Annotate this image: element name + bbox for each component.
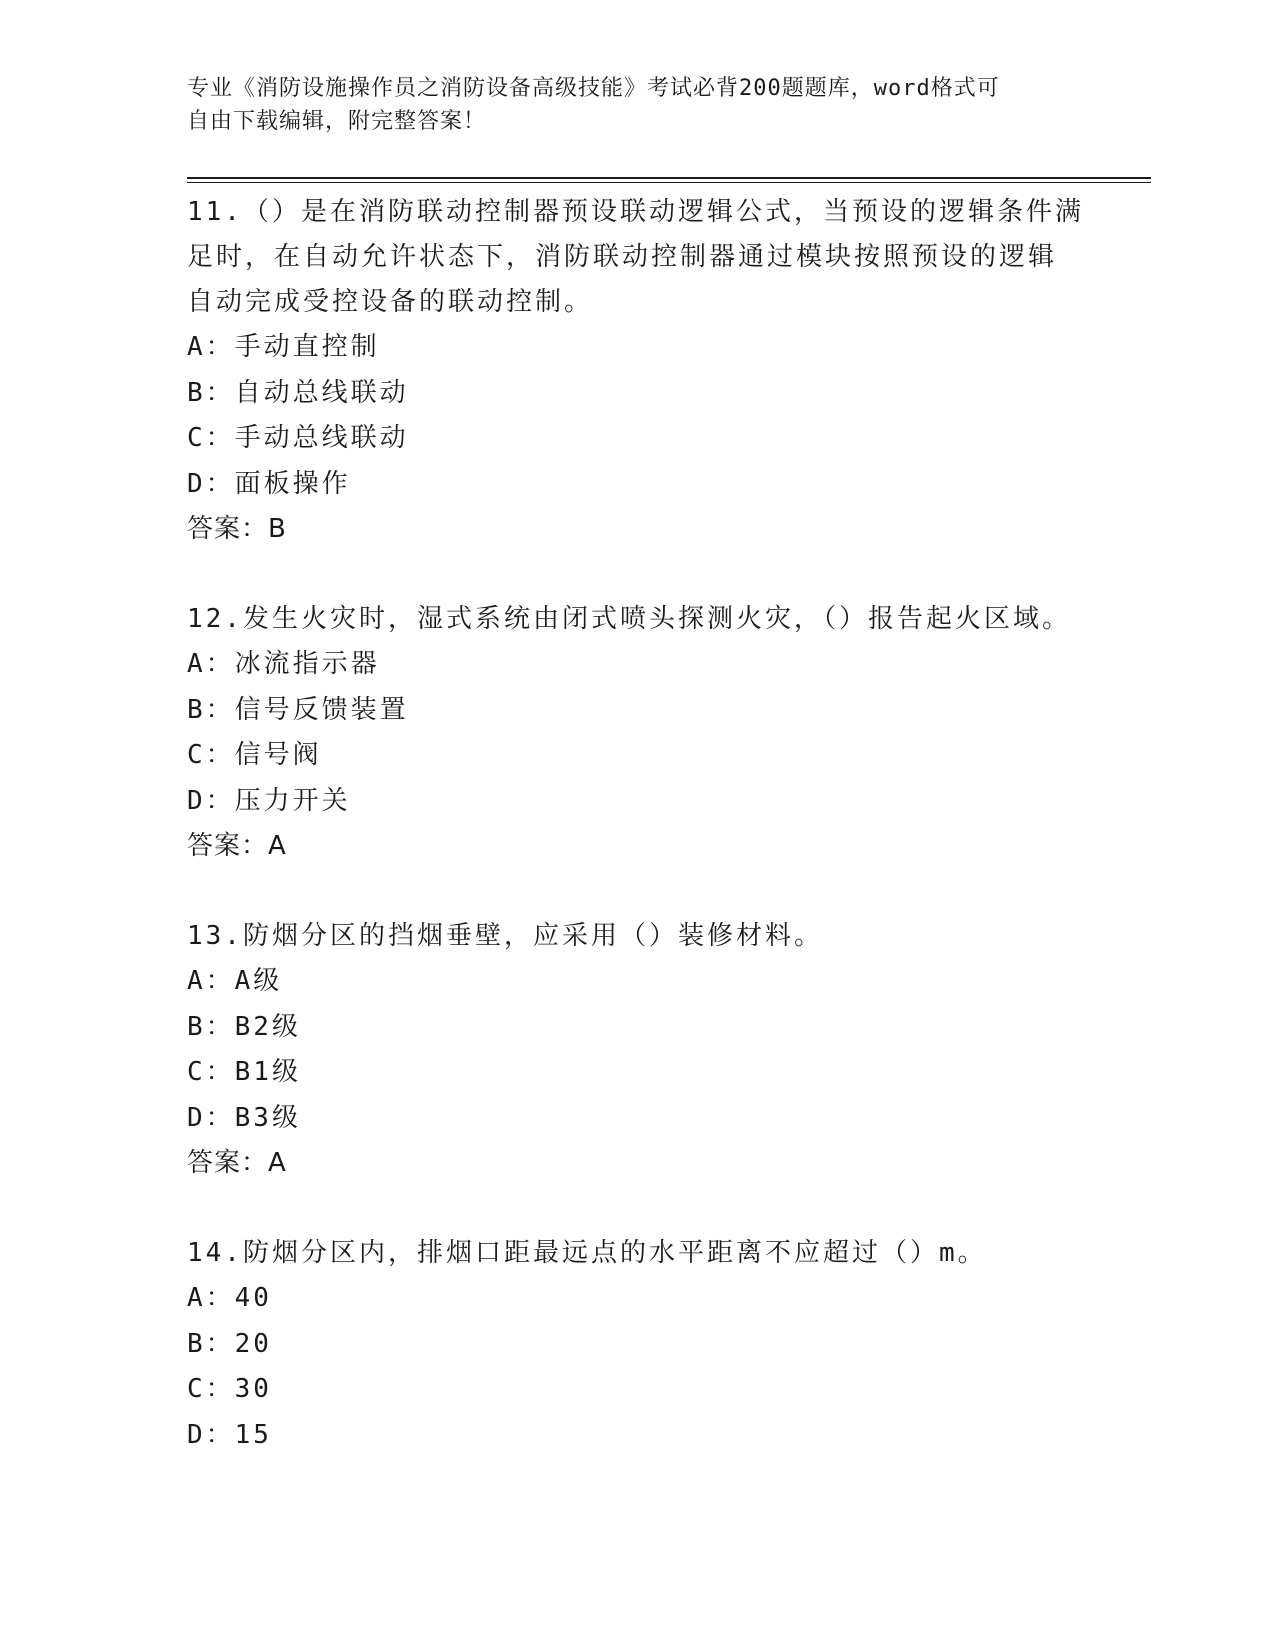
option-b: B：信号反馈装置 [187,694,409,725]
option-a: A：40 [187,1283,272,1313]
question-text-line: 13.防烟分区的挡烟垂壁，应采用（）装修材料。 [187,921,823,951]
option-d: D：15 [187,1419,272,1450]
question-text-line: 自动完成受控设备的联动控制。 [187,287,594,317]
option-c: C：信号阀 [187,740,322,770]
question-12 [187,597,1087,869]
option-a: A：冰流指示器 [187,649,380,679]
option-d: D：B3级 [187,1102,301,1133]
option-c: C：B1级 [187,1057,301,1087]
document-header [187,72,1067,138]
header-divider-thick [187,177,1151,179]
option-a: A：A级 [187,966,283,996]
question-14 [187,1231,1087,1458]
header-line-2: 自由下载编辑，附完整答案！ [187,109,487,134]
answer: 答案：A [187,1148,287,1178]
answer: 答案：B [187,514,287,544]
answer: 答案：A [187,831,287,861]
option-c: C：手动总线联动 [187,423,409,453]
option-a: A：手动直控制 [187,332,380,362]
question-text-line: 12.发生火灾时，湿式系统由闭式喷头探测火灾，（）报告起火区域。 [187,604,1071,634]
question-text-line: 11.（）是在消防联动控制器预设联动逻辑公式，当预设的逻辑条件满 [187,197,1084,227]
question-text-line: 14.防烟分区内，排烟口距最远点的水平距离不应超过（）m。 [187,1238,987,1268]
question-text-line: 足时，在自动允许状态下，消防联动控制器通过模块按照预设的逻辑 [187,242,1058,272]
option-b: B：20 [187,1328,272,1359]
option-b: B：自动总线联动 [187,377,409,408]
option-c: C：30 [187,1374,272,1404]
option-d: D：面板操作 [187,468,351,499]
question-11 [187,190,1087,552]
option-b: B：B2级 [187,1011,301,1042]
question-13 [187,914,1087,1186]
option-d: D：压力开关 [187,785,351,816]
header-divider-thin [187,182,1151,183]
header-line-1: 专业《消防设施操作员之消防设备高级技能》考试必背200题题库，word格式可 [187,76,1000,101]
question-list [187,190,1087,1503]
